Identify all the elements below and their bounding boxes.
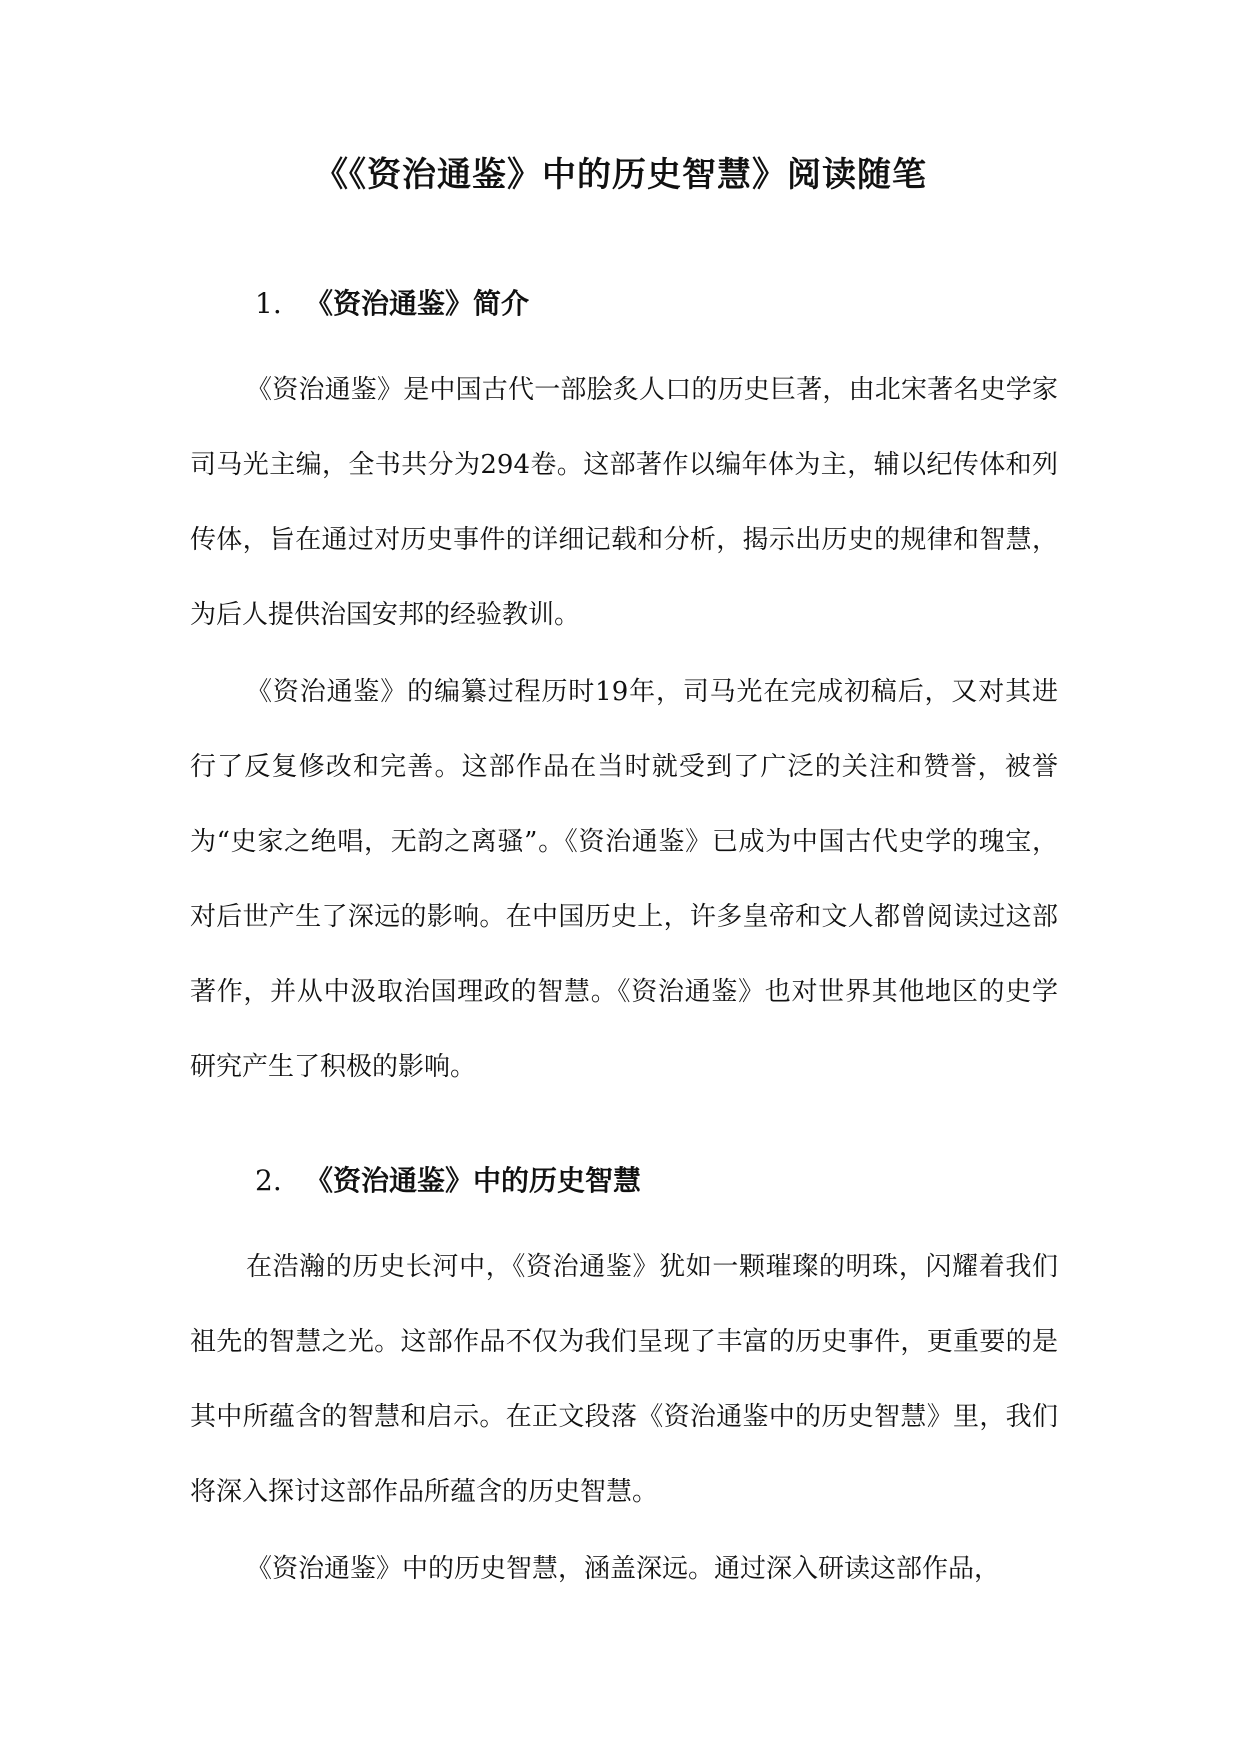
body-paragraph: 《资治通鉴》的编纂过程历时19年，司马光在完成初稿后，又对其进行了反复修改和完善。这部作品在当时就受到了广泛的关注和赞誉，被誉为“史家之绝唱，无韵之离骚”。《资治通鉴》已成为中国古代史学的瑰宝，对后世产生了深远的影响。在中国历史上，许多皇帝和文人都曾阅读过这部著作，并从中汲取治国理政的智慧。《资治通鉴》也对世界其他地区的史学研究产生了积极的影响。 bbox=[190, 677, 1058, 1082]
document-title: 《《资治通鉴》中的历史智慧》阅读随笔 bbox=[314, 155, 927, 195]
section-number: 2. bbox=[255, 1164, 282, 1197]
body-paragraph: 《资治通鉴》是中国古代一部脍炙人口的历史巨著，由北宋著名史学家司马光主编，全书共分为294卷。这部著作以编年体为主，辅以纪传体和列传体，旨在通过对历史事件的详细记载和分析，揭示出历史的规律和智慧，为后人提供治国安邦的经验教训。 bbox=[190, 375, 1058, 630]
section-heading-text: 《资治通鉴》简介 bbox=[305, 287, 530, 320]
section-heading bbox=[255, 1159, 641, 1203]
section-number: 1. bbox=[255, 287, 282, 320]
body-paragraph: 《资治通鉴》中的历史智慧，涵盖深远。通过深入研读这部作品， bbox=[246, 1554, 1001, 1584]
body-paragraph: 在浩瀚的历史长河中，《资治通鉴》犹如一颗璀璨的明珠，闪耀着我们祖先的智慧之光。这部作品不仅为我们呈现了丰富的历史事件，更重要的是其中所蕴含的智慧和启示。在正文段落《资治通鉴中的历史智慧》里，我们将深入探讨这部作品所蕴含的历史智慧。 bbox=[190, 1252, 1058, 1507]
section-heading-text: 《资治通鉴》中的历史智慧 bbox=[305, 1164, 642, 1197]
section-heading bbox=[255, 282, 529, 326]
